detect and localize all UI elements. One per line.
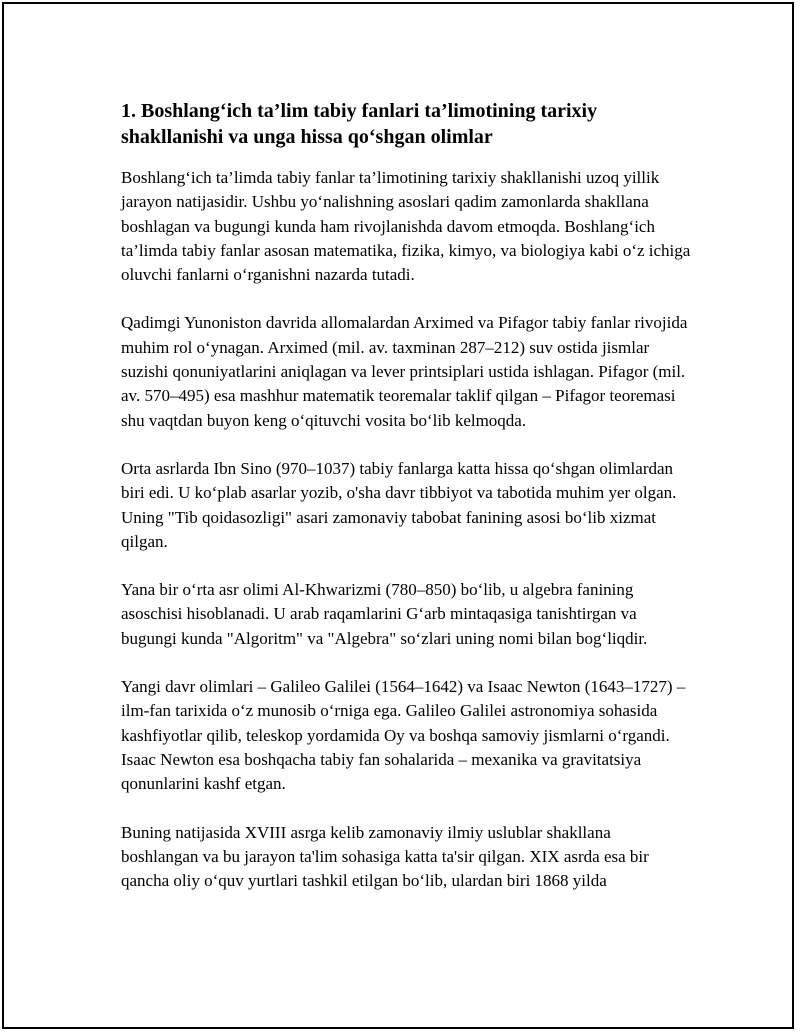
paragraph-al-khwarizmi: Yana bir o‘rta asr olimi Al-Khwarizmi (780–850) bo‘lib, u algebra fanining asoschisi hisoblanadi. U arab raqamlarini G‘arb mintaqasiga tanishtirgan va bugungi kunda "Algoritm" va "Algebra" so‘zlari uning nomi bilan bog‘liqdir. xyxy=(121,580,648,648)
paragraph-ibn-sino: Orta asrlarda Ibn Sino (970–1037) tabiy fanlarga katta hissa qo‘shgan olimlardan biri edi. U ko‘plab asarlar yozib, o'sha davr tibbiyot va tabotida muhim yer olgan. Uning "Tib qoidasozligi" asari zamonaviy tabobat fanining asosi bo‘lib xizmat qilgan. xyxy=(121,458,677,551)
document-body xyxy=(121,98,691,893)
page-frame xyxy=(2,2,794,1029)
paragraph-intro: Boshlang‘ich ta’limda tabiy fanlar ta’limotining tarixiy shakllanishi uzoq yillik jarayon natijasidir. Ushbu yo‘nalishning asoslari qadim zamonlarda shakllana boshlagan va bugungi kunda ham rivojlanishda davom etmoqda. Boshlang‘ich ta’limda tabiy fanlar asosan matematika, fizika, kimyo, va biologiya kabi o‘z ichiga oluvchi fanlarni o‘rganishni nazarda tutadi. xyxy=(121,168,691,285)
paragraph-ancient-greece: Qadimgi Yunoniston davrida allomalardan Arximed va Pifagor tabiy fanlar rivojida muhim rol o‘ynagan. Arximed (mil. av. taxminan 287–212) suv ostida jismlar suzishi qonuniyatlarini aniqlagan va lever printsiplari ustida ishlagan. Pifagor (mil. av. 570–495) esa mashhur matematik teoremalar taklif qilgan – Pifagor teoremasi shu vaqtdan buyon keng o‘qituvchi vosita bo‘lib kelmoqda. xyxy=(121,313,688,430)
section-heading: 1. Boshlang‘ich ta’lim tabiy fanlari ta’limotining tarixiy shakllanishi va unga hissa qo‘shgan olimlar xyxy=(121,100,598,148)
paragraph-modern-scientists: Yangi davr olimlari – Galileo Galilei (1564–1642) va Isaac Newton (1643–1727) – ilm-fan tarixida o‘z munosib o‘rniga ega. Galileo Galilei astronomiya sohasida kashfiyotlar qilib, teleskop yordamida Oy va boshqa samoviy jismlarni o‘rgandi. Isaac Newton esa boshqacha tabiy fan sohalarida – mexanika va gravitatsiya qonunlarini kashf etgan. xyxy=(121,677,686,794)
paragraph-xviii-century: Buning natijasida XVIII asrga kelib zamonaviy ilmiy uslublar shakllana boshlangan va bu jarayon ta'lim sohasiga katta ta'sir qilgan. XIX asrda esa bir qancha oliy o‘quv yurtlari tashkil etilgan bo‘lib, ulardan biri 1868 yilda xyxy=(121,822,649,891)
